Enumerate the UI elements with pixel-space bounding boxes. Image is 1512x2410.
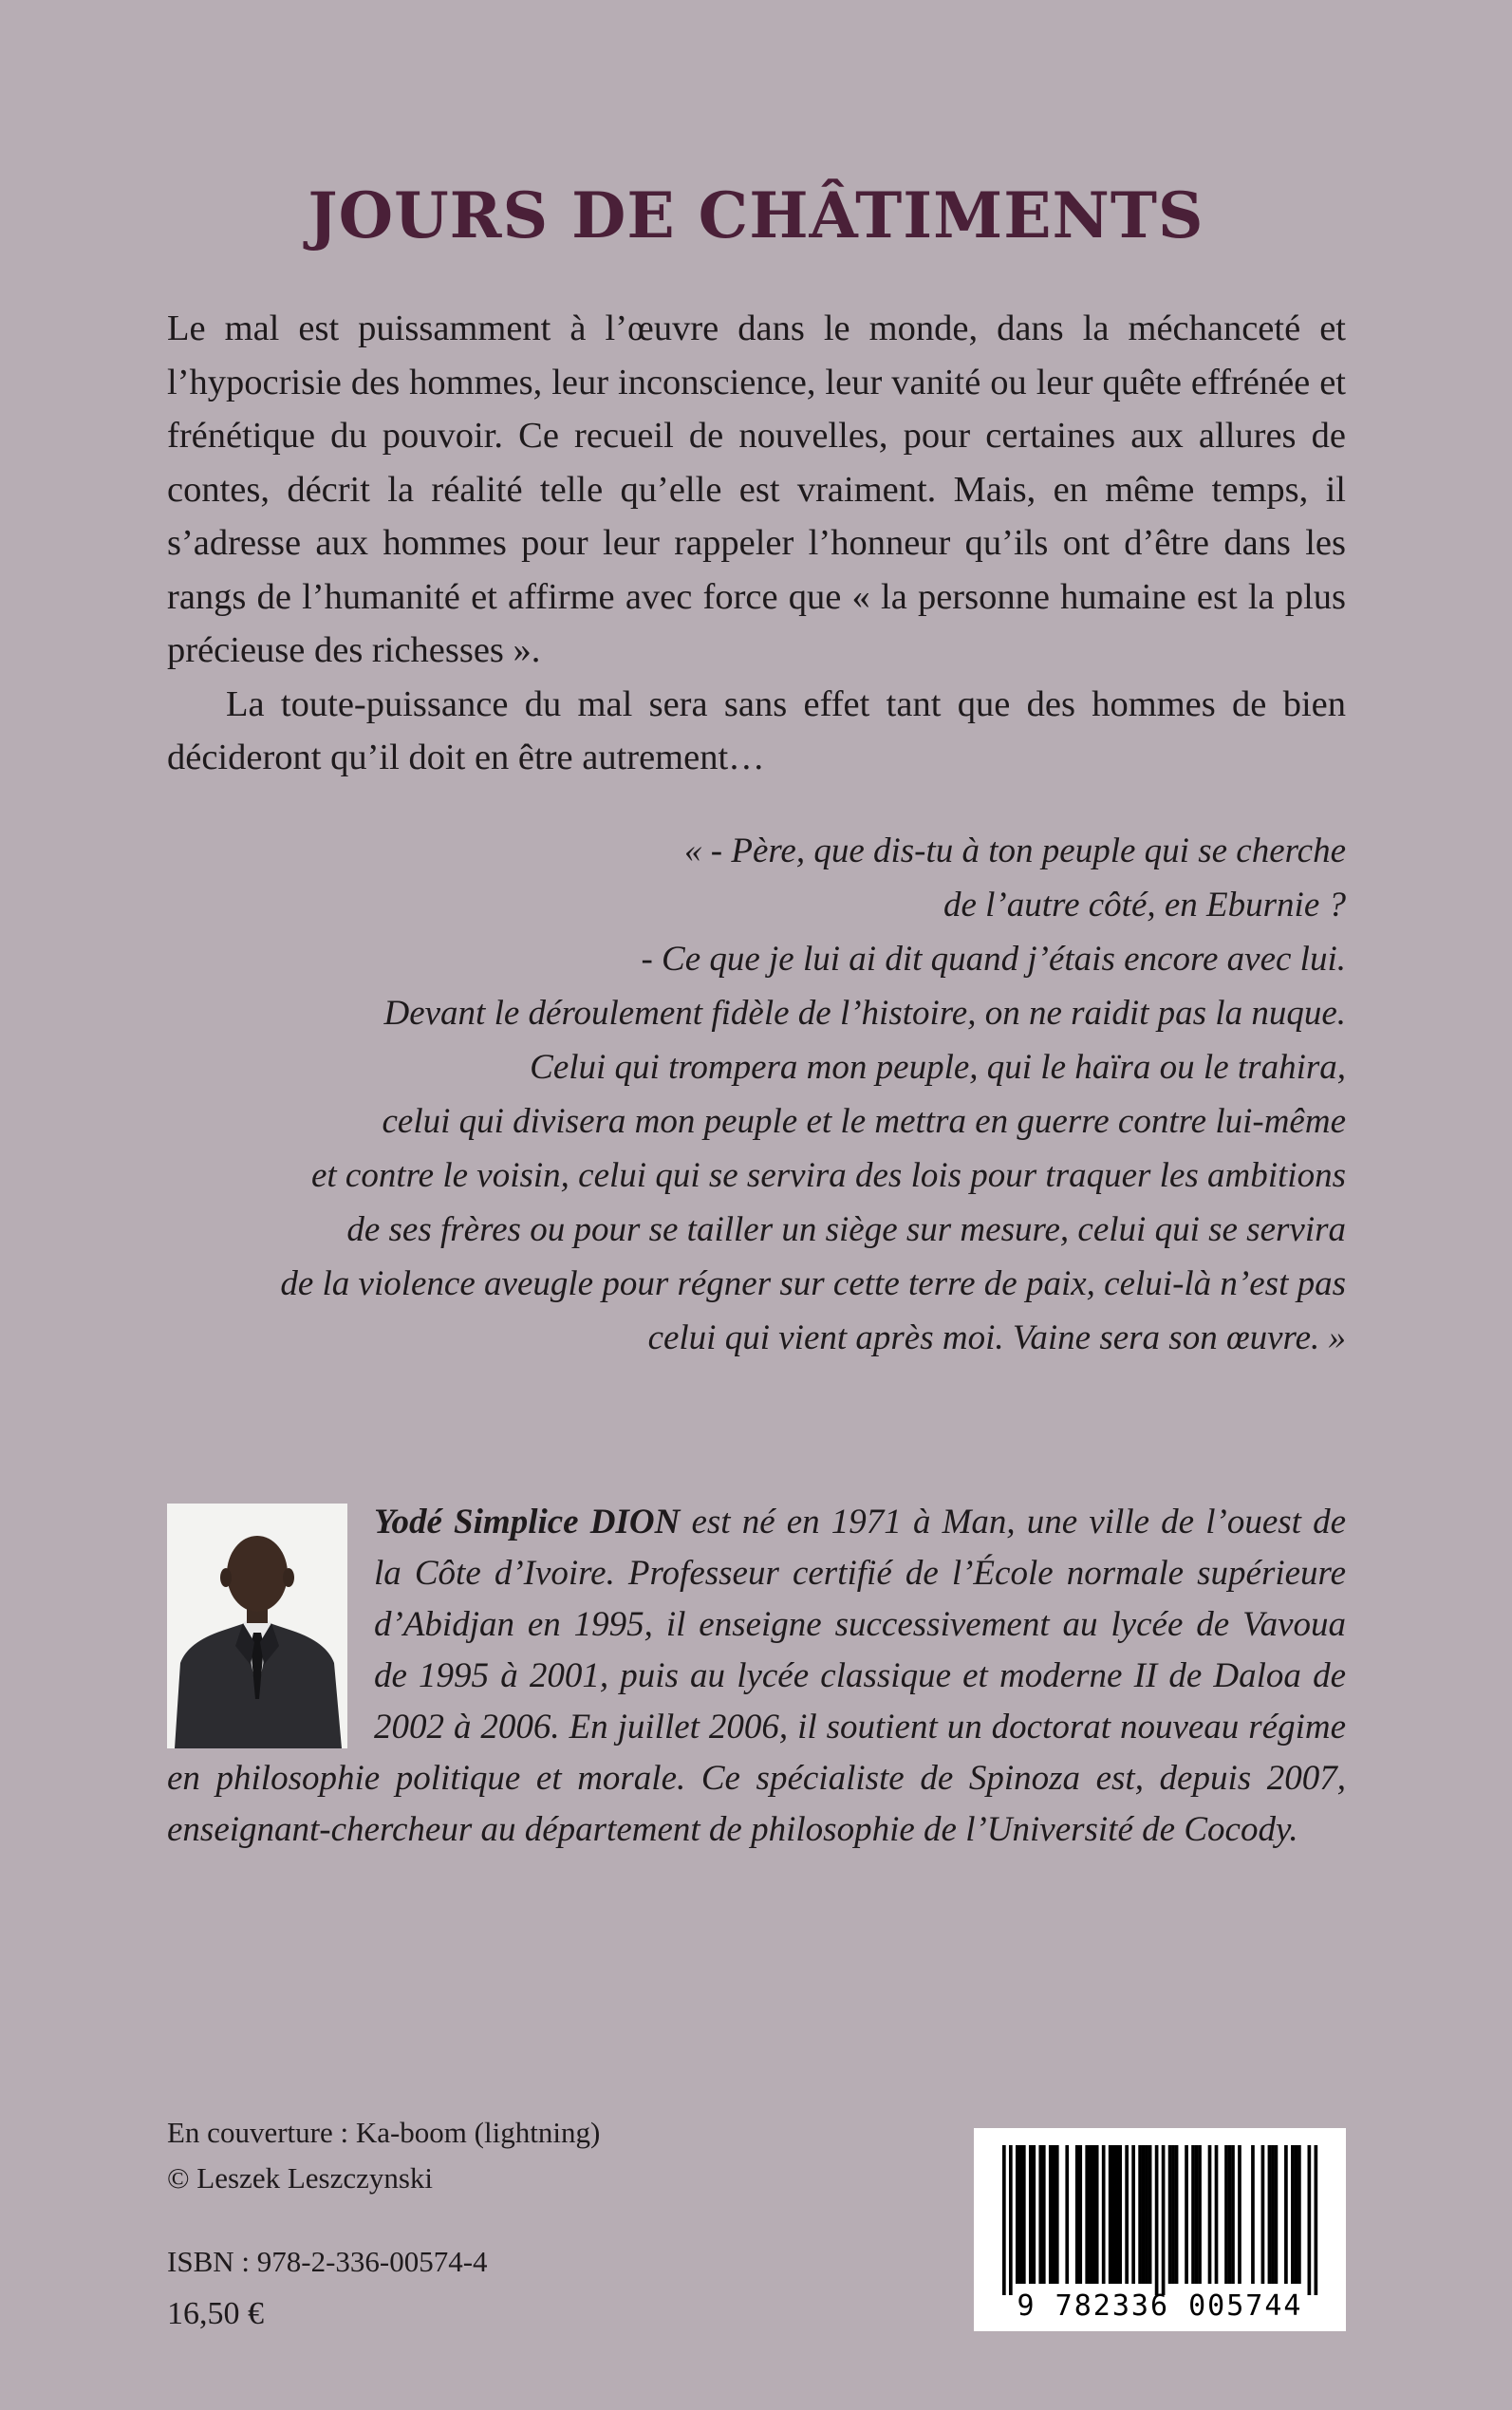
- barcode-bar: [1284, 2145, 1288, 2284]
- barcode-bar: [1268, 2145, 1272, 2284]
- barcode-bar: [1049, 2145, 1053, 2284]
- quote-line: celui qui divisera mon peuple et le mettra en guerre contre lui-même: [382, 1102, 1346, 1141]
- barcode-bar: [1185, 2145, 1188, 2284]
- barcode-bar: [1191, 2145, 1195, 2284]
- quote-line: Celui qui trompera mon peuple, qui le haïra ou le trahira,: [530, 1048, 1346, 1087]
- barcode-bar: [1238, 2145, 1241, 2284]
- quote-line: de ses frères ou pour se tailler un siège sur mesure, celui qui se servira: [346, 1210, 1346, 1249]
- barcode-bar: [1009, 2145, 1013, 2295]
- barcode-bar: [1231, 2145, 1235, 2284]
- barcode-bar: [1142, 2145, 1146, 2284]
- copyright-line: © Leszek Leszczynski: [167, 2161, 434, 2195]
- barcode-bar: [1075, 2145, 1079, 2284]
- barcode-bar: [1089, 2145, 1092, 2284]
- quote-line: Devant le déroulement fidèle de l’histoire, on ne raidit pas la nuque.: [383, 994, 1346, 1033]
- barcode-bar: [1148, 2145, 1152, 2284]
- barcode-bar: [1295, 2145, 1298, 2284]
- price: 16,50 €: [167, 2296, 264, 2331]
- barcode-bar: [1109, 2145, 1112, 2284]
- author-bio-text: est né en 1971 à Man, une ville de l’ouest de la Côte d’Ivoire. Professeur certifié de l’École normale supérieure d’Abidjan en 1995, il enseigne successivement au lycée de Vavoua de 1995 à 2001, puis au lycée classique et moderne II de Daloa de 2002 à 2006. En juillet 2006, il soutient un doctorat nouveau régime en philosophie politique et morale. Ce spécialiste de Spinoza est, depuis 2007, enseignant-chercheur au département de philosophie de l’Université de Cocody.: [167, 1503, 1347, 1849]
- book-title: JOURS DE CHÂTIMENTS: [308, 178, 1204, 252]
- quote-line: - Ce que je lui ai dit quand j’étais encore avec lui.: [641, 940, 1346, 979]
- isbn: ISBN : 978-2-336-00574-4: [167, 2245, 488, 2278]
- barcode-bar: [1102, 2145, 1106, 2284]
- barcode-bar: [1125, 2145, 1129, 2284]
- cover-credits: [167, 2110, 600, 2201]
- barcode-bar: [1162, 2145, 1166, 2295]
- barcode-bar: [1085, 2145, 1089, 2284]
- barcode-bar: [1042, 2145, 1046, 2284]
- blurb-paragraph-1: Le mal est puissamment à l’œuvre dans le monde, dans la méchanceté et l’hypocrisie des hommes, leur inconscience, leur vanité ou leur quête effrénée et frénétique du pouvoir. Ce recueil de nouvelles, pour certaines aux allures de contes, décrit la réalité telle qu’elle est vraiment. Mais, en même temps, il s’adresse aux hommes pour leur rappeler l’honneur qu’ils ont d’être dans les rangs de l’humanité et affirme avec force que « la personne humaine est la plus précieuse des richesses ».: [167, 308, 1346, 670]
- blurb-paragraph-2: La toute-puissance du mal sera sans effet tant que des hommes de bien décideront qu’il doit en être autrement…: [167, 683, 1346, 777]
- cover-credit-line: En couverture : Ka-boom (lightning): [167, 2116, 601, 2149]
- barcode-bar: [1111, 2145, 1115, 2284]
- barcode-bar: [1052, 2145, 1055, 2284]
- barcode-bar: [1175, 2145, 1179, 2284]
- barcode-bar: [1171, 2145, 1175, 2284]
- author-name: Yodé Simplice DION: [374, 1503, 681, 1541]
- barcode-bar: [1095, 2145, 1099, 2284]
- barcode-bar: [1308, 2145, 1312, 2295]
- back-cover-blurb: [167, 302, 1346, 785]
- barcode-bar: [1215, 2145, 1219, 2284]
- barcode-bar: [1115, 2145, 1119, 2284]
- barcode-bar: [1038, 2145, 1042, 2284]
- barcode-bar: [1168, 2145, 1172, 2284]
- barcode-bar: [1315, 2145, 1318, 2295]
- barcode-bar: [1261, 2145, 1265, 2284]
- barcode-bar: [1251, 2145, 1255, 2284]
- barcode-bar: [1092, 2145, 1095, 2284]
- author-biography: [167, 1497, 1346, 1856]
- barcode-bar: [1195, 2145, 1199, 2284]
- barcode-bar: [1029, 2145, 1033, 2284]
- barcode-bar: [1022, 2145, 1026, 2284]
- barcode-bar: [1055, 2145, 1059, 2284]
- barcode-bar: [1198, 2145, 1202, 2284]
- barcode-bar: [1228, 2145, 1232, 2284]
- quote-line: et contre le voisin, celui qui se servira des lois pour traquer les ambitions: [310, 1156, 1346, 1195]
- barcode-bar: [1018, 2145, 1022, 2284]
- quote-line: celui qui vient après moi. Vaine sera son œuvre. »: [647, 1318, 1346, 1357]
- barcode-bar: [1145, 2145, 1148, 2284]
- barcode-bar: [1291, 2145, 1295, 2284]
- barcode-bar: [1138, 2145, 1142, 2284]
- barcode: [974, 2128, 1346, 2331]
- barcode-bar: [1297, 2145, 1301, 2284]
- barcode-bar: [1016, 2145, 1019, 2284]
- quote-line: de la violence aveugle pour régner sur cette terre de paix, celui-là n’est pas: [280, 1264, 1346, 1303]
- excerpt-quote: [167, 824, 1346, 1365]
- barcode-bar: [1065, 2145, 1069, 2284]
- photo-spacer: [167, 1497, 374, 1747]
- barcode-bar: [1224, 2145, 1228, 2284]
- barcode-digits: 9 782336 005744: [1017, 2289, 1303, 2323]
- barcode-bar: [1032, 2145, 1036, 2284]
- barcode-bar: [1131, 2145, 1135, 2284]
- barcode-bar: [1271, 2145, 1275, 2284]
- quote-line: « - Père, que dis-tu à ton peuple qui se cherche: [684, 831, 1346, 870]
- quote-line: de l’autre côté, en Eburnie ?: [943, 886, 1346, 925]
- barcode-bar: [1275, 2145, 1279, 2284]
- barcode-bar: [1078, 2145, 1082, 2284]
- barcode-bar: [1002, 2145, 1006, 2295]
- barcode-bar: [1208, 2145, 1212, 2284]
- barcode-bar: [1155, 2145, 1159, 2295]
- barcode-bar: [1118, 2145, 1122, 2284]
